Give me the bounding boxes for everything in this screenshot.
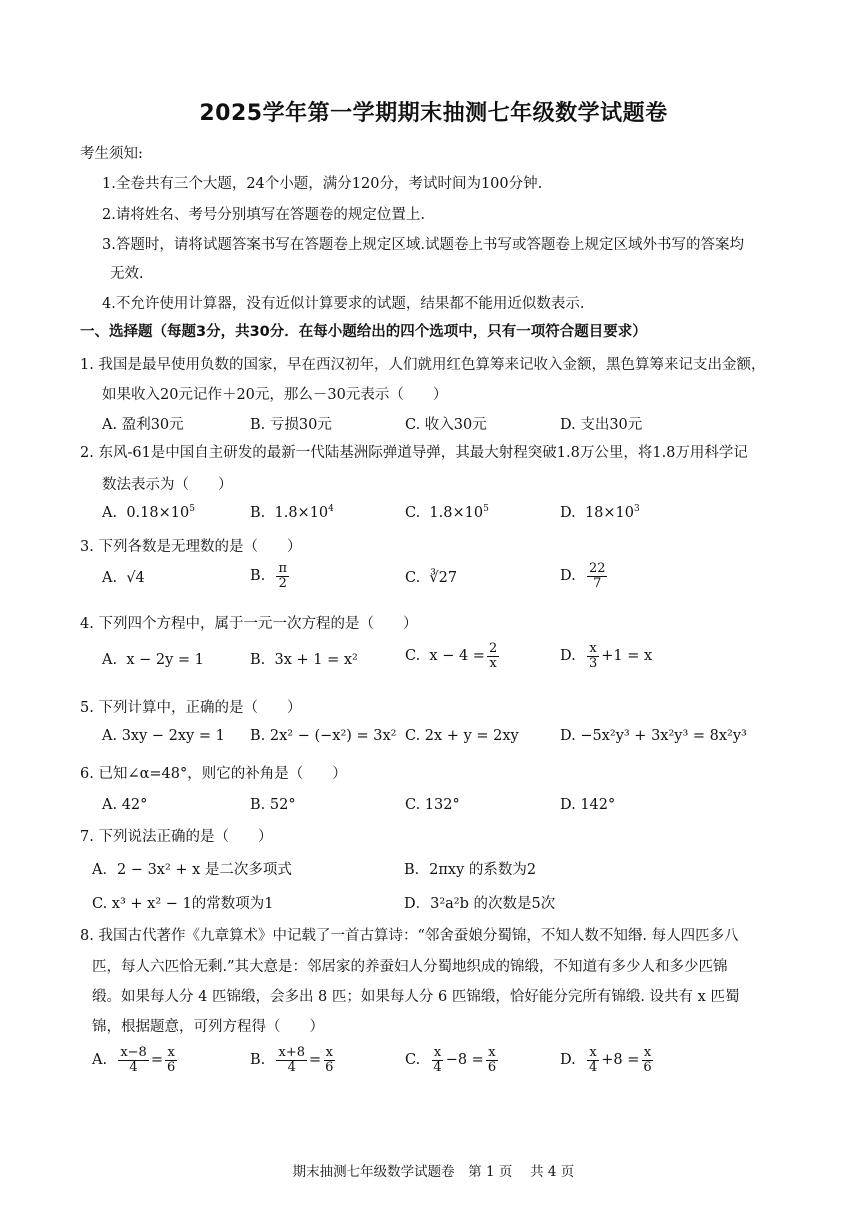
q1-option-d: D. 支出30元 (560, 417, 643, 433)
question-8-stem: 8. 我国古代著作《九章算术》中记载了一首古算诗：“邻舍蚕娘分蜀锦，不知人数不知缗. 每人四匹多八 (80, 928, 739, 944)
page-title: 2025学年第一学期期末抽测七年级数学试题卷 (199, 101, 668, 126)
q5-option-b: B. 2x² − (−x²) = 3x² (250, 728, 397, 744)
q6-option-a: A. 42° (102, 797, 148, 813)
question-4-stem: 4. 下列四个方程中，属于一元一次方程的是（ ） (80, 616, 418, 632)
notice-item: 2.请将姓名、考号分别填写在答题卷的规定位置上. (102, 207, 425, 223)
notice-item: 3.答题时，请将试题答案书写在答题卷上规定区域.试题卷上书写或答题卷上规定区域外书写的答案均 (102, 237, 744, 253)
q8-option-d: D. $\frac{x}{4}$ +8 = $\frac{x}{6}$ (560, 1045, 652, 1075)
q7-option-b: B．2πxy 的系数为2 (404, 862, 537, 878)
q4-option-b: B. 3x + 1 = x² (250, 652, 358, 668)
q4-option-c: C. x − 4 = $\frac{2}{x}$ (405, 641, 498, 671)
q6-option-b: B. 52° (250, 797, 296, 813)
page-footer: 期末抽测七年级数学试题卷 第 1 页 共 4 页 (292, 1164, 575, 1180)
q1-option-b: B. 亏损30元 (250, 417, 332, 433)
q5-option-a: A. 3xy − 2xy = 1 (102, 728, 225, 744)
question-2-stem: 数法表示为（ ） (102, 477, 233, 493)
q3-option-d: D. $\frac{22}{7}$ (560, 561, 606, 591)
question-2-stem: 2. 东风-61是中国自主研发的最新一代陆基洲际弹道导弹，其最大射程突破1.8万公里，将1.8万用科学记 (80, 445, 748, 461)
q7-option-d: D．3²a²b 的次数是5次 (404, 896, 556, 912)
question-3-stem: 3. 下列各数是无理数的是（ ） (80, 539, 302, 555)
q1-option-a: A. 盈利30元 (102, 417, 184, 433)
q8-option-c: C. $\frac{x}{4}$ −8 = $\frac{x}{6}$ (405, 1045, 497, 1075)
q3-option-b: B. $\frac{\pi}{2}$ (250, 561, 288, 591)
notice-item: 1.全卷共有三个大题，24个小题，满分120分，考试时间为100分钟. (102, 176, 543, 192)
question-8-stem: 缎。如果每人分 4 匹锦缎，会多出 8 匹；如果每人分 6 匹锦缎，恰好能分完所有锦缎. 设共有 x 匹蜀 (92, 989, 740, 1005)
q7-option-a: A．2 − 3x² + x 是二次多项式 (92, 862, 292, 878)
question-1-stem: 如果收入20元记作＋20元，那么－30元表示（ ） (102, 387, 448, 403)
q6-option-c: C. 132° (405, 797, 460, 813)
q5-option-c: C. 2x + y = 2xy (405, 728, 519, 744)
q4-option-d: D. $\frac{x}{3}$ +1 = x (560, 641, 653, 671)
q2-option-c: C. $1.8\times 10^5$ (405, 504, 489, 521)
q3-option-a: A. √4 (102, 570, 145, 586)
notice-heading: 考生须知: (80, 146, 143, 162)
q4-option-a: A. x − 2y = 1 (102, 652, 204, 668)
q2-option-a: A. $0.18\times 10^5$ (102, 504, 195, 521)
q3-option-c: C. ∛27 (405, 570, 458, 586)
question-1-stem: 1. 我国是最早使用负数的国家，早在西汉初年，人们就用红色算筹来记收入金额，黑色算筹来记支出金额， (80, 357, 766, 373)
q2-option-b: B. $1.8\times 10^4$ (250, 504, 334, 521)
question-5-stem: 5. 下列计算中，正确的是（ ） (80, 700, 302, 716)
q1-option-c: C. 收入30元 (405, 417, 487, 433)
q5-option-d: D. −5x²y³ + 3x²y³ = 8x²y³ (560, 728, 747, 744)
notice-item: 4.不允许使用计算器，没有近似计算要求的试题，结果都不能用近似数表示. (102, 296, 585, 312)
q8-option-b: B. $\frac{x+8}{4}$ = $\frac{x}{6}$ (250, 1045, 334, 1075)
question-8-stem: 匹，每人六匹恰无剩.”其大意是：邻居家的养蚕妇人分蜀地织成的锦缎，不知道有多少人和多少匹锦 (92, 959, 728, 975)
section-heading: 一、选择题（每题3分，共30分．在每小题给出的四个选项中，只有一项符合题目要求） (80, 324, 647, 340)
question-8-stem: 锦，根据题意，可列方程得（ ） (92, 1019, 324, 1035)
notice-item: 无效. (110, 266, 144, 282)
question-6-stem: 6. 已知∠α=48°，则它的补角是（ ） (80, 766, 347, 782)
question-7-stem: 7. 下列说法正确的是（ ） (80, 829, 273, 845)
q7-option-c: C. x³ + x² − 1的常数项为1 (92, 896, 274, 912)
q8-option-a: A. $\frac{x-8}{4}$ = $\frac{x}{6}$ (92, 1045, 176, 1075)
q6-option-d: D. 142° (560, 797, 616, 813)
q2-option-d: D. $18\times 10^3$ (560, 504, 640, 521)
